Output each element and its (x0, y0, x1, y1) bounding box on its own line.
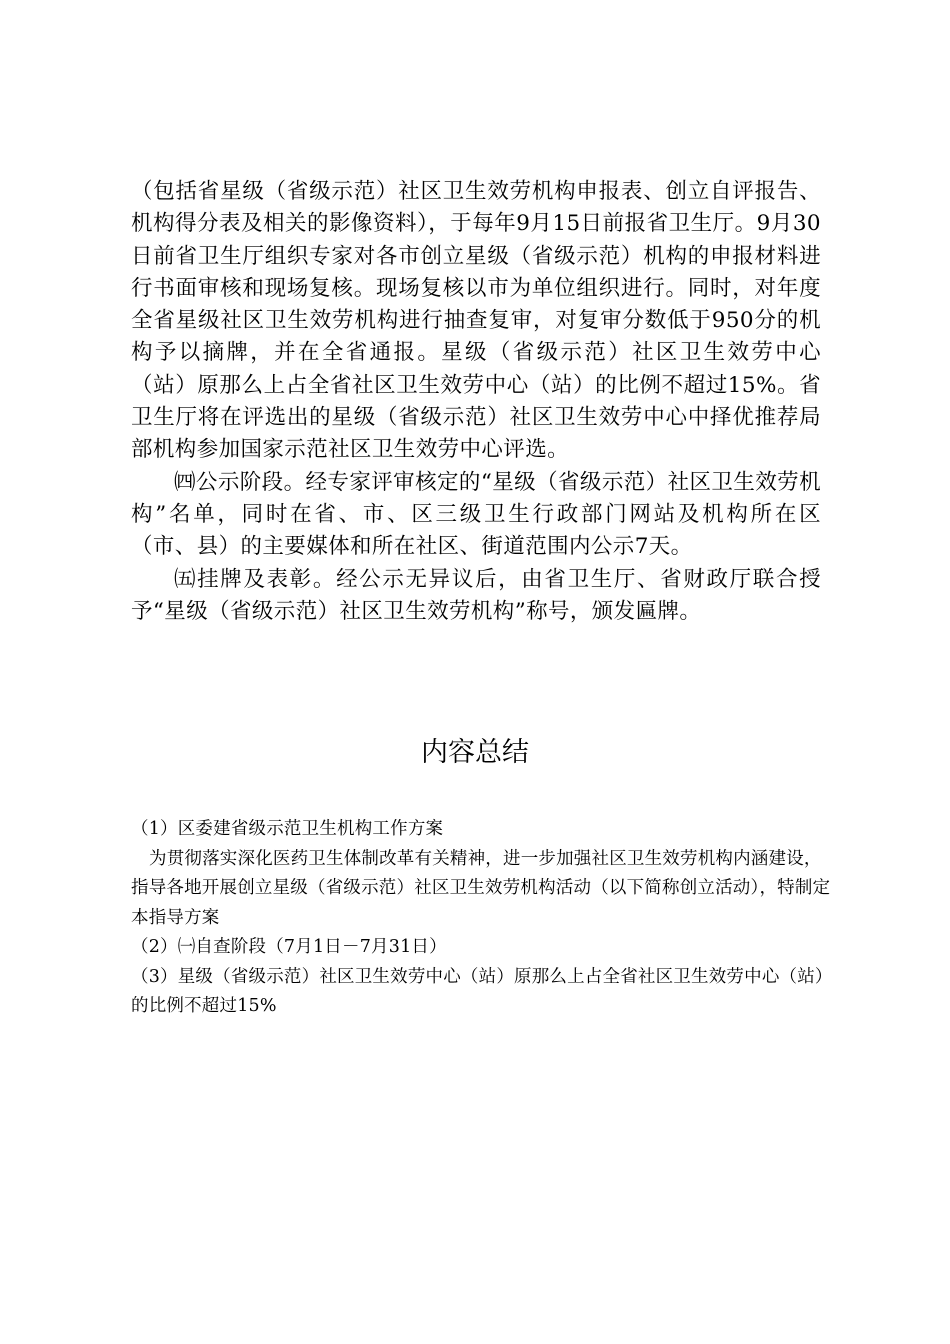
summary-title: 内容总结 (421, 737, 529, 768)
summary-item-1-detail: 为贯彻落实深化医药卫生体制改革有关精神，进一步加强社区卫生效劳机构内涵建设，指导各地开展创立星级（省级示范）社区卫生效劳机构活动（以下简称创立活动），特制定本指导方案 (131, 848, 831, 928)
summary-item-3: （3）星级（省级示范）社区卫生效劳中心（站）原那么上占全省社区卫生效劳中心（站）的比例不超过15% (131, 966, 824, 1016)
summary-item-1: （1）区委建省级示范卫生机构工作方案 (131, 819, 444, 839)
summary-item-2: （2）㈠自查阶段（7月1日－7月31日） (131, 937, 447, 957)
body-paragraph-publicity-stage: ㈣公示阶段。经专家评审核定的“星级（省级示范）社区卫生效劳机构”名单，同时在省、市、区三级卫生行政部门网站及机构所在区（市、县）的主要媒体和所在社区、街道范围内公示7天。 (131, 469, 821, 560)
body-paragraph-plaque-and-commendation: ㈤挂牌及表彰。经公示无异议后，由省卫生厅、省财政厅联合授予“星级（省级示范）社区卫生效劳机构”称号，颁发匾牌。 (131, 566, 821, 624)
body-paragraph-continuation: （包括省星级（省级示范）社区卫生效劳机构申报表、创立自评报告、机构得分表及相关的影像资料），于每年9月15日前报省卫生厅。9月30日前省卫生厅组织专家对各市创立星级（省级示范）机构的申报材料进行书面审核和现场复核。现场复核以市为单位组织进行。同时，对年度全省星级社区卫生效劳机构进行抽查复审，对复审分数低于950分的机构予以摘牌，并在全省通报。星级（省级示范）社区卫生效劳中心（站）原那么上占全省社区卫生效劳中心（站）的比例不超过15%。省卫生厅将在评选出的星级（省级示范）社区卫生效劳中心中择优推荐局部机构参加国家示范社区卫生效劳中心评选。 (131, 179, 821, 463)
summary-section (131, 815, 831, 1022)
document-body (131, 176, 821, 628)
